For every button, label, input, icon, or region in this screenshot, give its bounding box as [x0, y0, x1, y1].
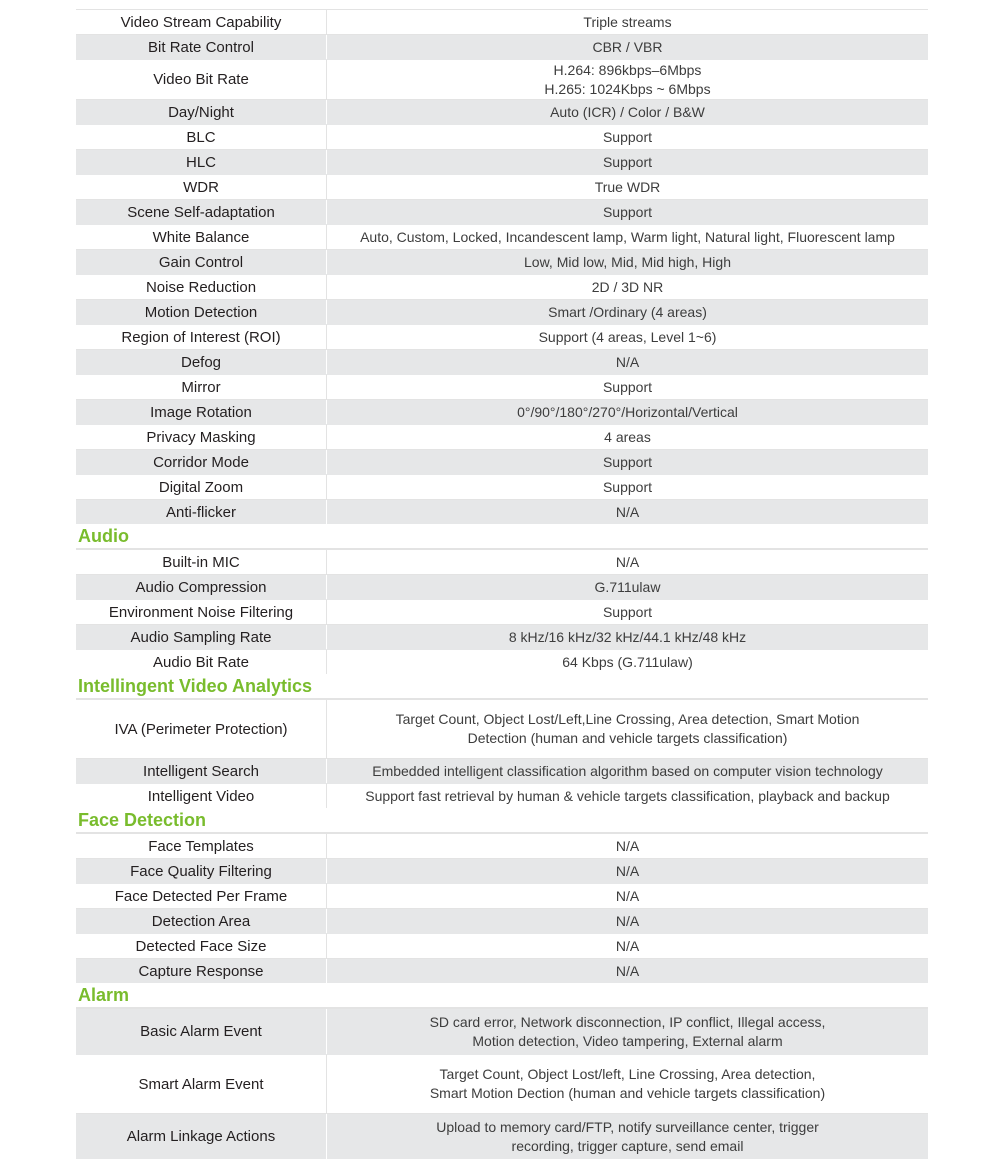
- spec-label: Mirror: [76, 375, 327, 399]
- spec-value: [327, 550, 928, 574]
- spec-label: Intelligent Video: [76, 784, 327, 808]
- spec-row-built-in-mic: [76, 549, 928, 574]
- spec-row-privacy-masking: [76, 424, 928, 449]
- spec-value: [327, 425, 928, 449]
- spec-row-image-rotation: [76, 399, 928, 424]
- spec-value-line: H.264: 896kbps–6Mbps: [553, 61, 702, 78]
- spec-value: [327, 575, 928, 599]
- spec-value-line: 0°/90°/180°/270°/Horizontal/Vertical: [517, 403, 738, 420]
- spec-value: [327, 834, 928, 858]
- spec-value-line: 8 kHz/16 kHz/32 kHz/44.1 kHz/48 kHz: [508, 628, 747, 645]
- spec-value-line: Support: [602, 603, 653, 620]
- spec-row-digital-zoom: [76, 474, 928, 499]
- spec-row-capture-response: [76, 958, 928, 983]
- spec-row-wdr: [76, 174, 928, 199]
- spec-row-bit-rate-control: [76, 34, 928, 59]
- spec-label: Video Bit Rate: [76, 60, 327, 99]
- spec-row-video-bit-rate: [76, 59, 928, 99]
- spec-value: [327, 375, 928, 399]
- spec-value-line: Support: [602, 153, 653, 170]
- spec-label: Bit Rate Control: [76, 35, 327, 59]
- spec-value-line: 4 areas: [604, 428, 651, 445]
- spec-label: Region of Interest (ROI): [76, 325, 327, 349]
- spec-value: [327, 1114, 928, 1159]
- spec-value: [327, 125, 928, 149]
- spec-value-line: N/A: [615, 962, 640, 979]
- spec-label: Basic Alarm Event: [76, 1009, 327, 1054]
- spec-label: Audio Bit Rate: [76, 650, 327, 674]
- spec-row-intelligent-search: [76, 758, 928, 783]
- spec-row-audio-bit-rate: [76, 649, 928, 674]
- spec-label: Built-in MIC: [76, 550, 327, 574]
- spec-row-intelligent-video: [76, 783, 928, 808]
- spec-row-blc: [76, 124, 928, 149]
- spec-value-line: Target Count, Object Lost/left, Line Crossing, Area detection,: [439, 1066, 816, 1082]
- spec-label: Capture Response: [76, 959, 327, 983]
- spec-label: Smart Alarm Event: [76, 1055, 327, 1113]
- spec-row-face-quality-filtering: [76, 858, 928, 883]
- spec-label: Corridor Mode: [76, 450, 327, 474]
- spec-label: Motion Detection: [76, 300, 327, 324]
- spec-value: [327, 350, 928, 374]
- spec-value-line: CBR / VBR: [592, 38, 663, 55]
- spec-row-region-of-interest-roi: [76, 324, 928, 349]
- spec-label: Day/Night: [76, 100, 327, 124]
- spec-value-line: H.265: 1024Kbps ~ 6Mbps: [544, 80, 711, 97]
- spec-label: Environment Noise Filtering: [76, 600, 327, 624]
- spec-value-line: 64 Kbps (G.711ulaw): [562, 653, 693, 670]
- spec-value: [327, 150, 928, 174]
- spec-value: [327, 250, 928, 274]
- spec-value-line: N/A: [615, 887, 640, 904]
- spec-value: [327, 35, 928, 59]
- spec-value-line: N/A: [615, 937, 640, 954]
- spec-value: [327, 400, 928, 424]
- spec-label: Detection Area: [76, 909, 327, 933]
- spec-value-line: G.711ulaw: [594, 578, 661, 595]
- section-heading-face-detection: Face Detection: [76, 808, 928, 833]
- spec-row-anti-flicker: [76, 499, 928, 524]
- spec-row-iva-perimeter-protection: [76, 699, 928, 758]
- spec-row-motion-detection: [76, 299, 928, 324]
- spec-value-line: Smart Motion Dection (human and vehicle targets classification): [429, 1085, 826, 1101]
- spec-value: [327, 859, 928, 883]
- spec-value: [327, 475, 928, 499]
- spec-value-line: Motion detection, Video tampering, External alarm: [472, 1032, 783, 1049]
- spec-value: [327, 275, 928, 299]
- spec-value-line: Support: [602, 378, 653, 395]
- spec-value: [327, 934, 928, 958]
- spec-label: Noise Reduction: [76, 275, 327, 299]
- spec-label: Audio Compression: [76, 575, 327, 599]
- spec-row-noise-reduction: [76, 274, 928, 299]
- spec-row-smart-alarm-event: [76, 1054, 928, 1113]
- spec-value: [327, 909, 928, 933]
- spec-label: Detected Face Size: [76, 934, 327, 958]
- spec-value-line: 2D / 3D NR: [591, 278, 664, 295]
- spec-value-line: N/A: [615, 862, 640, 879]
- spec-label: Face Quality Filtering: [76, 859, 327, 883]
- spec-row-video-stream-capability: [76, 9, 928, 34]
- spec-value: [327, 200, 928, 224]
- spec-label: Video Stream Capability: [76, 10, 327, 34]
- spec-value-line: Target Count, Object Lost/Left,Line Crossing, Area detection, Smart Motion: [395, 711, 860, 727]
- spec-value: [327, 500, 928, 524]
- spec-label: Face Detected Per Frame: [76, 884, 327, 908]
- spec-label: Scene Self-adaptation: [76, 200, 327, 224]
- spec-label: Gain Control: [76, 250, 327, 274]
- spec-row-mirror: [76, 374, 928, 399]
- spec-row-face-detected-per-frame: [76, 883, 928, 908]
- spec-value-line: Support fast retrieval by human & vehicle targets classification, playback and backup: [365, 787, 890, 804]
- spec-row-alarm-linkage-actions: [76, 1113, 928, 1159]
- spec-row-audio-compression: [76, 574, 928, 599]
- spec-value-line: Triple streams: [583, 13, 672, 30]
- spec-value: [327, 300, 928, 324]
- spec-label: Intelligent Search: [76, 759, 327, 783]
- spec-value: [327, 959, 928, 983]
- spec-row-gain-control: [76, 249, 928, 274]
- spec-row-face-templates: [76, 833, 928, 858]
- spec-value-line: Smart /Ordinary (4 areas): [548, 303, 707, 320]
- section-heading-audio: Audio: [76, 524, 928, 549]
- spec-value: [327, 650, 928, 674]
- spec-value: [327, 884, 928, 908]
- spec-value-line: Auto (ICR) / Color / B&W: [550, 103, 705, 120]
- spec-row-hlc: [76, 149, 928, 174]
- spec-value: [327, 450, 928, 474]
- spec-value: [327, 60, 928, 99]
- spec-value: [327, 784, 928, 808]
- spec-value: [327, 600, 928, 624]
- spec-value-line: True WDR: [594, 178, 661, 195]
- spec-label: Alarm Linkage Actions: [76, 1114, 327, 1159]
- spec-label: Defog: [76, 350, 327, 374]
- spec-value-line: Support: [602, 203, 653, 220]
- spec-value-line: N/A: [615, 353, 640, 370]
- spec-value: [327, 225, 928, 249]
- spec-row-scene-self-adaptation: [76, 199, 928, 224]
- spec-label: Audio Sampling Rate: [76, 625, 327, 649]
- spec-label: White Balance: [76, 225, 327, 249]
- spec-value-line: SD card error, Network disconnection, IP conflict, Illegal access,: [429, 1013, 826, 1030]
- spec-value-line: Auto, Custom, Locked, Incandescent lamp, Warm light, Natural light, Fluorescent lamp: [360, 228, 895, 245]
- spec-value-line: N/A: [615, 837, 640, 854]
- spec-label: Image Rotation: [76, 400, 327, 424]
- spec-value: [327, 625, 928, 649]
- spec-value-line: N/A: [615, 503, 640, 520]
- spec-value: [327, 10, 928, 34]
- spec-value-line: Low, Mid low, Mid, Mid high, High: [524, 253, 731, 270]
- spec-row-environment-noise-filtering: [76, 599, 928, 624]
- spec-row-detected-face-size: [76, 933, 928, 958]
- spec-label: Anti-flicker: [76, 500, 327, 524]
- spec-row-detection-area: [76, 908, 928, 933]
- spec-label: IVA (Perimeter Protection): [76, 700, 327, 758]
- spec-value: [327, 100, 928, 124]
- spec-value: [327, 700, 928, 758]
- spec-value: [327, 1009, 928, 1054]
- spec-value-line: Support: [602, 128, 653, 145]
- spec-value: [327, 325, 928, 349]
- spec-row-corridor-mode: [76, 449, 928, 474]
- spec-value-line: N/A: [615, 553, 640, 570]
- spec-row-audio-sampling-rate: [76, 624, 928, 649]
- spec-label: Digital Zoom: [76, 475, 327, 499]
- spec-row-day-night: [76, 99, 928, 124]
- spec-value-line: Support: [602, 478, 653, 495]
- spec-row-defog: [76, 349, 928, 374]
- spec-value: [327, 1055, 928, 1113]
- spec-row-white-balance: [76, 224, 928, 249]
- spec-value: [327, 175, 928, 199]
- spec-label: HLC: [76, 150, 327, 174]
- section-heading-alarm: Alarm: [76, 983, 928, 1008]
- spec-value-line: Support (4 areas, Level 1~6): [538, 328, 717, 345]
- spec-label: Privacy Masking: [76, 425, 327, 449]
- spec-value-line: N/A: [615, 912, 640, 929]
- spec-value-line: Embedded intelligent classification algorithm based on computer vision technology: [372, 762, 883, 779]
- spec-row-basic-alarm-event: [76, 1008, 928, 1054]
- spec-value-line: recording, trigger capture, send email: [511, 1137, 744, 1154]
- spec-value-line: Upload to memory card/FTP, notify surveillance center, trigger: [436, 1118, 819, 1135]
- section-heading-intellingent-video-analytics: Intellingent Video Analytics: [76, 674, 928, 699]
- spec-value-line: Support: [602, 453, 653, 470]
- spec-label: BLC: [76, 125, 327, 149]
- spec-label: WDR: [76, 175, 327, 199]
- spec-label: Face Templates: [76, 834, 327, 858]
- spec-value-line: Detection (human and vehicle targets classification): [467, 730, 788, 746]
- spec-sheet: [76, 9, 928, 1159]
- spec-value: [327, 759, 928, 783]
